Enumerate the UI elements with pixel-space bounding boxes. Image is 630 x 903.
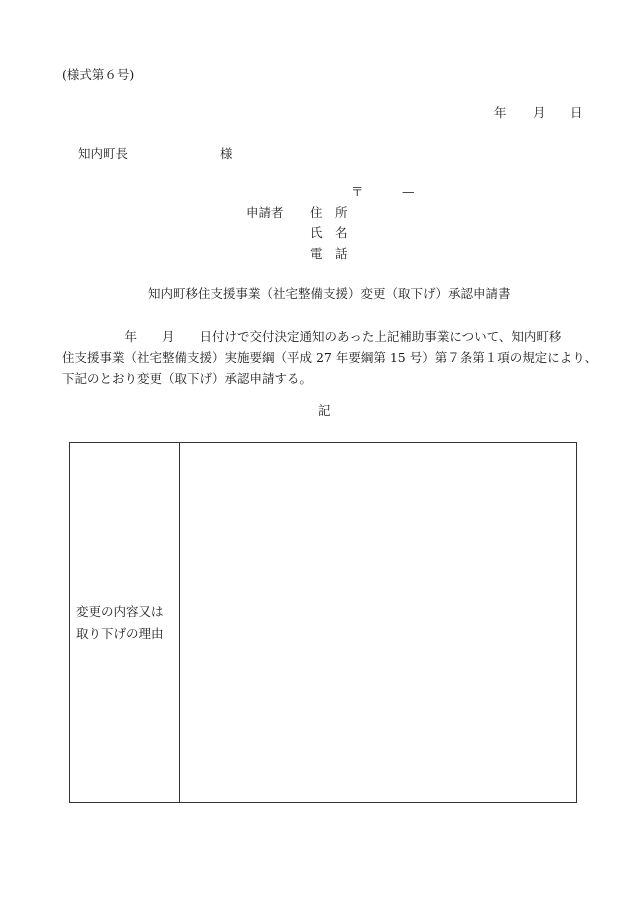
phone-label: 電 話 [310,246,348,261]
reason-label-line-2: 取り下げの理由 [76,625,164,641]
name-label: 氏 名 [310,225,348,240]
postal-mark: 〒 [351,184,364,199]
record-heading: 記 [318,403,331,418]
date-day-label: 日 [570,105,583,120]
reason-label-cell [70,443,180,803]
body-line-2: 住支援事業（社宅整備支援）実施要綱（平成 27 年要綱第 15 号）第７条第１項の規定により、 [62,350,598,365]
document-title: 知内町移住支援事業（社宅整備支援）変更（取下げ）承認申請書 [148,286,511,301]
form-number: (様式第６号) [62,67,135,82]
reason-content-cell[interactable] [180,443,577,803]
date-year-label: 年 [494,105,507,120]
change-reason-table [69,442,577,803]
table-row [70,443,577,803]
address-label: 住 所 [310,205,348,220]
addressee-name: 知内町長 [78,146,129,161]
addressee-honorific: 様 [220,146,233,161]
applicant-label: 申請者 [246,205,284,220]
body-line-3: 下記のとおり変更（取下げ）承認申請する。 [62,371,313,386]
postal-dash: — [402,184,415,199]
date-month-label: 月 [533,105,546,120]
reason-label-line-1: 変更の内容又は [76,603,164,619]
body-line-1: 年 月 日付けで交付決定通知のあった上記補助事業について、知内町移 [62,329,562,344]
body-paragraph [62,326,598,389]
